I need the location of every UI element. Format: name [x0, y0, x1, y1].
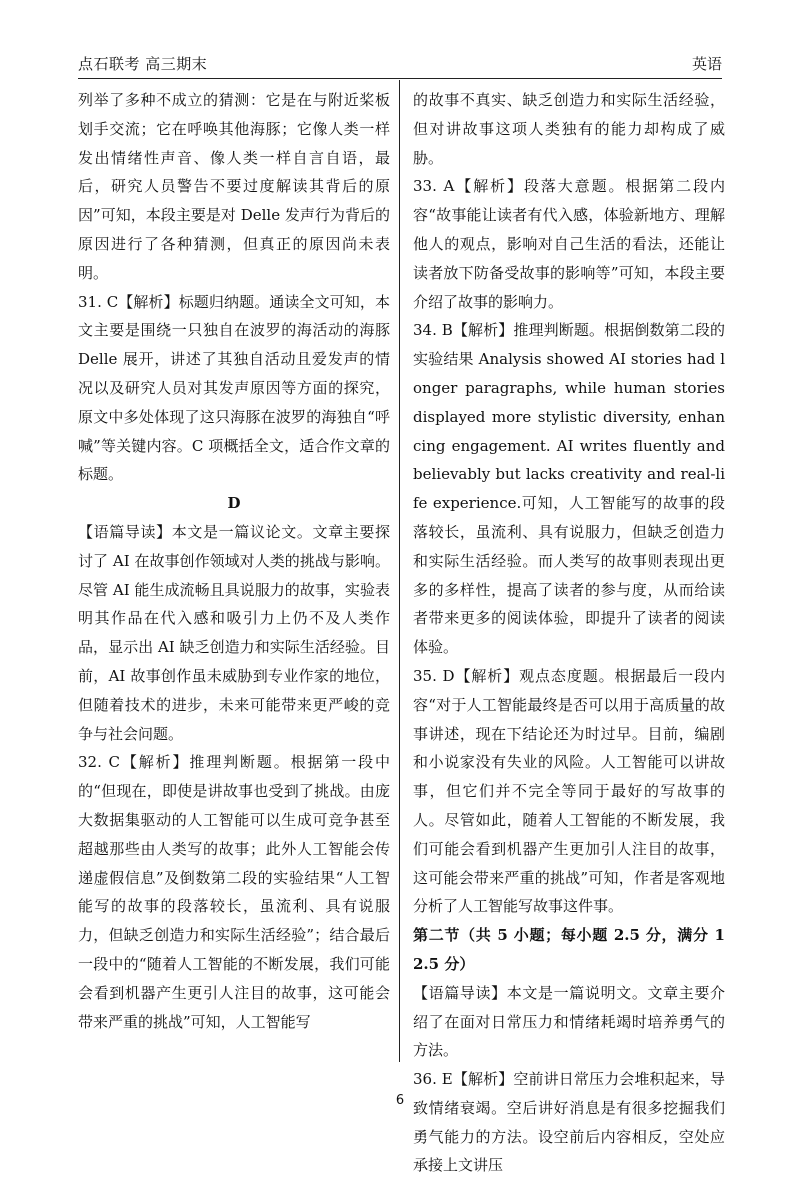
paragraph-32-continuation: 的故事不真实、缺乏创造力和实际生活经验，但对讲故事这项人类独有的能力却构成了威胁。 [413, 91, 725, 167]
paragraph-answer-31: 31. C【解析】标题归纳题。通读全文可知，本文主要是围绕一只独自在波罗的海活动的海豚 Delle 展开，讲述了其独自活动且爱发声的情况以及研究人员对其发声原因等方面的探究，原文中多处体现了这只海豚在波罗的海独自“呼喊”等关键内容。C 项概括全文，适合作文章的标题。 [78, 292, 390, 484]
header-rule [78, 78, 722, 79]
paragraph-passage-guide-d: 【语篇导读】本文是一篇议论文。文章主要探讨了 AI 在故事创作领域对人类的挑战与影响。尽管 AI 能生成流畅且具说服力的故事，实验表明其作品在代入感和吸引力上仍不及人类作品，显示出 AI 缺乏创造力和实际生活经验。目前，AI 故事创作虽未威胁到专业作家的地位，但随着技术的进步，未来可能带来更严峻的竞争与社会问题。 [78, 522, 390, 743]
right-column [413, 86, 725, 1180]
paragraph-answer-35: 35. D【解析】观点态度题。根据最后一段内容“对于人工智能最终是否可以用于高质量的故事讲述，现在下结论还为时过早。目前，编剧和小说家没有失业的风险。人工智能可以讲故事，但它们并不完全等同于最好的写故事的人。尽管如此，随着人工智能的不断发展，我们可能会看到机器产生更加引人注目的故事，这可能会带来严重的挑战”可知，作者是客观地分析了人工智能写故事这件事。 [413, 666, 725, 916]
paragraph-answer-36: 36. E【解析】空前讲日常压力会堆积起来，导致情绪衰竭。空后讲好消息是有很多挖掘我们勇气能力的方法。设空前后内容相反，空处应承接上文讲压 [413, 1070, 725, 1175]
left-column [78, 86, 390, 1036]
paragraph-answer-33: 33. A【解析】段落大意题。根据第二段内容“故事能让读者有代入感，体验新地方、理解他人的观点，影响对自己生活的看法，还能让读者放下防备受故事的影响等”可知，本段主要介绍了故事的影响力。 [413, 177, 725, 311]
section-two-heading: 第二节（共 5 小题；每小题 2.5 分，满分 12.5 分） [413, 926, 725, 973]
paragraph-passage-guide-section-two: 【语篇导读】本文是一篇说明文。文章主要介绍了在面对日常压力和情绪耗竭时培养勇气的方法。 [413, 983, 725, 1060]
section-heading-d: D [227, 494, 241, 513]
header-subject: 英语 [691, 55, 722, 73]
paragraph-answer-32: 32. C【解析】推理判断题。根据第一段中的“但现在，即使是讲故事也受到了挑战。由庞大数据集驱动的人工智能可以生成可竞争甚至超越那些由人类写的故事；此外人工智能会传递虚假信息”及倒数第二段的实验结果“人工智能写的故事的段落较长，虽流利、具有说服力，但缺乏创造力和实际生活经验”；结合最后一段中的“随着人工智能的不断发展，我们可能会看到机器产生更引人注目的故事，这可能会带来严重的挑战”可知，人工智能写 [78, 753, 390, 1031]
paragraph-30-continuation: 列举了多种不成立的猜测：它是在与附近桨板划手交流；它在呼唤其他海豚；它像人类一样发出情绪性声音、像人类一样自言自语，最后，研究人员警告不要过度解读其背后的原因”可知，本段主要是对 Delle 发声行为背后的原因进行了各种猜测，但真正的原因尚未表明。 [78, 91, 390, 282]
column-divider [399, 80, 400, 1062]
paragraph-answer-34: 34. B【解析】推理判断题。根据倒数第二段的实验结果 Analysis showed AI stories had longer paragraphs, while human stories displayed more stylistic diversity, enhancing engagement. AI writes fluently and believably but lacks creativity and real-life experience.可知，人工智能写的故事的段落较长，虽流利、具有说服力，但缺乏创造力和实际生活经验。而人类写的故事则表现出更多的多样性，提高了读者的参与度，从而给读者带来更多的阅读体验，即提升了读者的阅读体验。 [413, 321, 725, 657]
header-title: 点石联考 高三期末 [78, 55, 208, 73]
page-number: 6 [395, 1093, 405, 1108]
